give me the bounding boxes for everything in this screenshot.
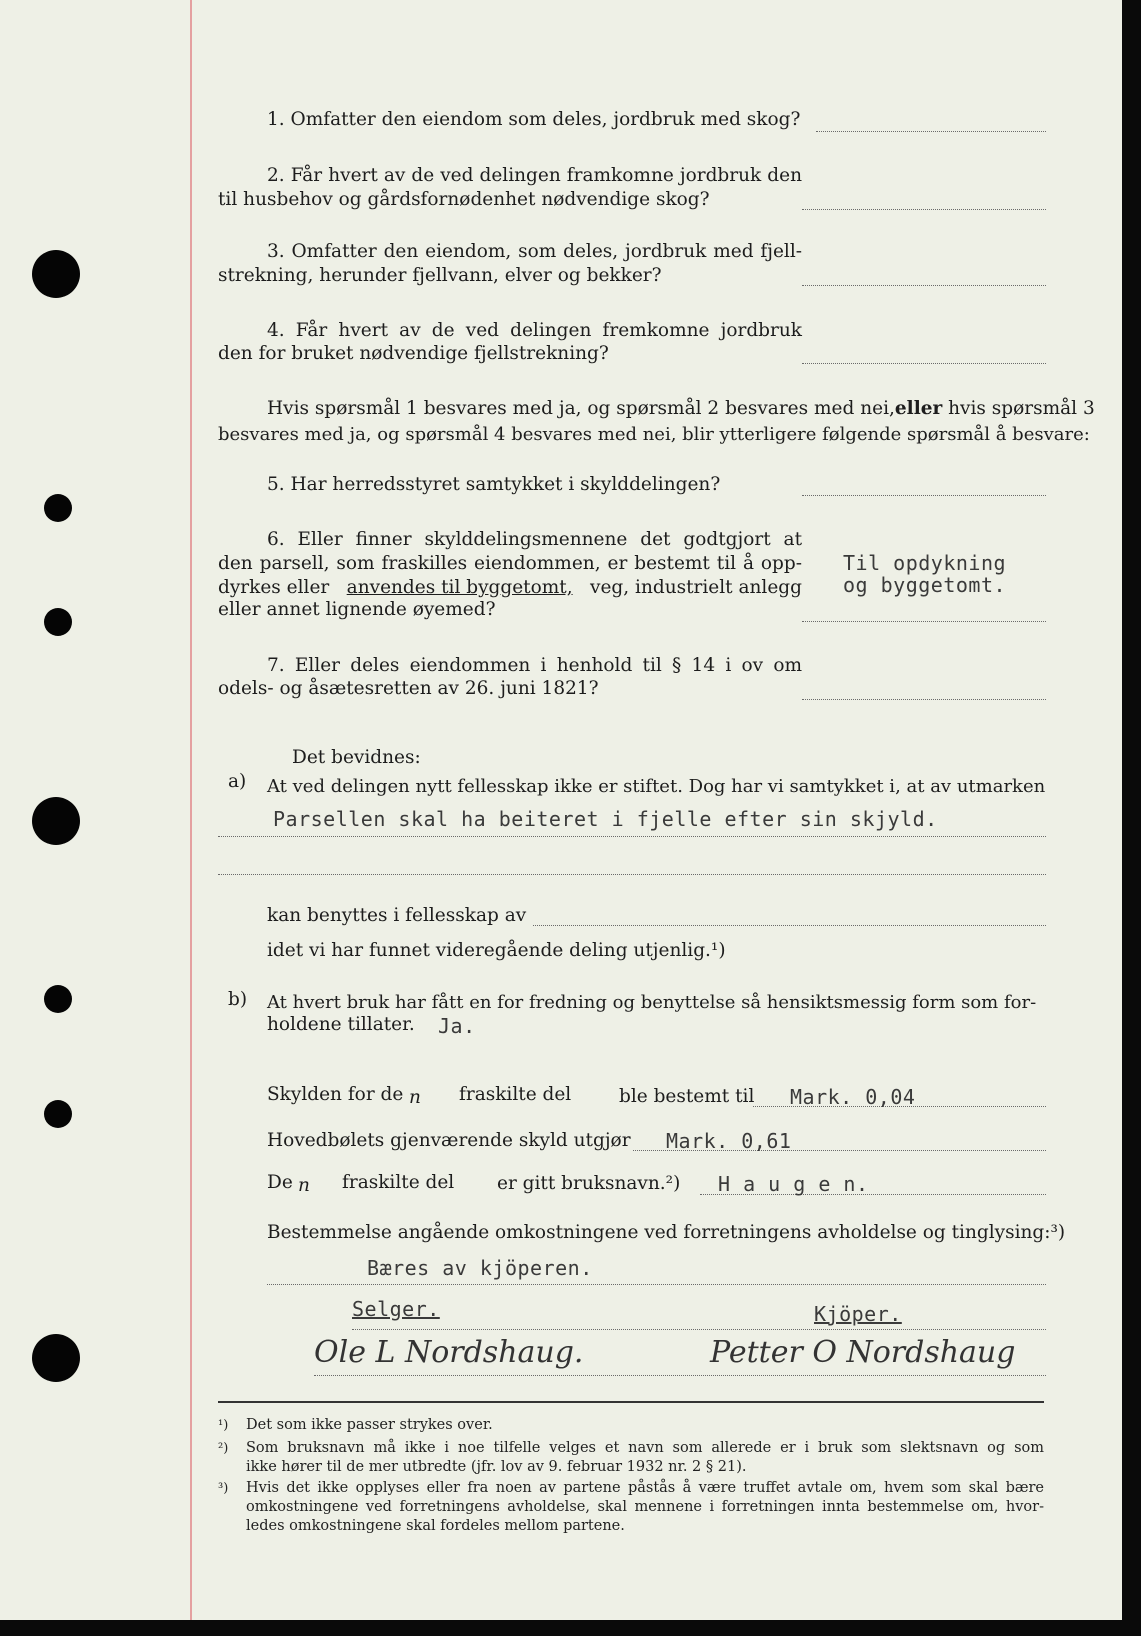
question-3-line2: strekning, herunder fjellvann, elver og bekker? <box>218 265 662 286</box>
conditional-line1a: Hvis spørsmål 1 besvares med ja, og spørsmål 2 besvares med nei, <box>267 398 895 419</box>
footnote-3-line2: omkostningene ved forretningens avholdelse, skal mennene i forretningen innta bestemmelse om, hvor- <box>246 1499 1044 1515</box>
punch-hole <box>32 250 80 298</box>
footnote-2-line2: ikke hører til de mer utbredte (jfr. lov av 9. februar 1932 nr. 2 § 21). <box>246 1459 747 1475</box>
question-2-line2: til husbehov og gårdsfornødenhet nødvendige skog? <box>218 189 710 210</box>
bestemmelse-label: Bestemmelse angående omkostningene ved forretningens avholdelse og tinglysing:³) <box>267 1222 1066 1243</box>
question-6-line3c: veg, industrielt anlegg <box>590 577 802 598</box>
question-2-line1: 2. Får hvert av de ved delingen framkomne jordbruk den <box>267 165 802 186</box>
footnote-3-number: ³) <box>218 1481 229 1496</box>
conditional-line1c: hvis spørsmål 3 <box>948 398 1095 419</box>
footnote-2-number: ²) <box>218 1441 229 1456</box>
question-4-line2: den for bruket nødvendige fjellstrekning? <box>218 343 609 364</box>
bestemmelse-line <box>267 1284 1046 1285</box>
footnote-3-line3: ledes omkostningene skal fordeles mellom partene. <box>246 1518 625 1534</box>
buyer-signature: Petter O Nordshaug <box>710 1335 1016 1370</box>
answer-line-5 <box>802 495 1046 496</box>
question-6-line4: eller annet lignende øyemed? <box>218 599 496 620</box>
navn-label2: fraskilte del <box>342 1172 455 1193</box>
footnote-rule <box>218 1401 1044 1403</box>
bevidnes-a-answer: Parsellen skal ha beiteret i fjelle efter sin skjyld. <box>273 807 938 831</box>
answer-6-line2: og byggetomt. <box>843 573 1007 597</box>
question-6-underlined: anvendes til byggetomt, <box>346 577 573 598</box>
navn-value: H a u g e n. <box>718 1172 869 1196</box>
question-4-line1: 4. Får hvert av de ved delingen fremkomne jordbruk <box>267 320 802 341</box>
answer-line-1 <box>816 131 1046 132</box>
hoved-value: Mark. 0,61 <box>666 1129 792 1153</box>
bevidnes-b-line1: At hvert bruk har fått en for fredning og benyttelse så hensiktsmessig form som for- <box>267 992 1037 1013</box>
utjenlig-text: idet vi har funnet videregående deling utjenlig.¹) <box>267 940 726 961</box>
bevidnes-b-answer: Ja. <box>438 1014 476 1038</box>
punch-hole <box>44 985 72 1013</box>
question-6-line2: den parsell, som fraskilles eiendommen, er bestemt til å opp- <box>218 553 802 574</box>
answer-line-fellesskap <box>533 925 1046 926</box>
parties-line <box>352 1329 1046 1330</box>
answer-line-a1 <box>218 836 1046 837</box>
skyld-label2: fraskilte del <box>459 1084 572 1105</box>
punch-hole <box>44 494 72 522</box>
conditional-eller: eller <box>894 398 943 419</box>
question-6-line1: 6. Eller finner skylddelingsmennene det godtgjort at <box>267 529 802 550</box>
question-7-line2: odels- og åsætesretten av 26. juni 1821? <box>218 678 599 699</box>
answer-line-6 <box>802 621 1046 622</box>
conditional-line1 <box>267 397 1095 421</box>
punch-hole <box>32 797 80 845</box>
footnote-3-line1: Hvis det ikke opplyses eller fra noen av partene påstås å være truffet avtale om, hvem som skal bære <box>246 1480 1044 1496</box>
punch-hole <box>44 1100 72 1128</box>
punch-hole <box>32 1334 80 1382</box>
hoved-label: Hovedbølets gjenværende skyld utgjør <box>267 1130 631 1151</box>
footnote-1-number: ¹) <box>218 1418 229 1433</box>
bevidnes-b-line2: holdene tillater. <box>267 1014 415 1035</box>
bevidnes-a-label: a) <box>228 771 247 792</box>
bevidnes-b-label: b) <box>228 989 248 1010</box>
question-3-line1: 3. Omfatter den eiendom, som deles, jordbruk med fjell- <box>267 241 802 262</box>
seller-label: Selger. <box>352 1297 440 1321</box>
margin-line <box>190 0 192 1620</box>
footnote-1-line: Det som ikke passer strykes over. <box>246 1417 493 1433</box>
skyld-hand-n: n <box>409 1087 421 1108</box>
question-6-line3a: dyrkes eller <box>218 577 330 598</box>
answer-6-line1: Til opdykning <box>843 551 1007 575</box>
seller-signature: Ole L Nordshaug. <box>314 1335 584 1370</box>
signature-line <box>314 1375 1046 1376</box>
answer-line-2 <box>802 209 1046 210</box>
answer-line-3 <box>802 285 1046 286</box>
question-1: 1. Omfatter den eiendom som deles, jordbruk med skog? <box>267 109 801 130</box>
answer-line-7 <box>802 699 1046 700</box>
navn-hand-n: n <box>298 1175 310 1196</box>
punch-hole <box>44 608 72 636</box>
bevidnes-a-text: At ved delingen nytt fellesskap ikke er stiftet. Dog har vi samtykket i, at av utmarken <box>267 776 1046 797</box>
bestemmelse-value: Bæres av kjöperen. <box>367 1256 593 1280</box>
question-5: 5. Har herredsstyret samtykket i skylddelingen? <box>267 474 721 495</box>
skyld-value: Mark. 0,04 <box>790 1085 916 1109</box>
navn-label3: er gitt bruksnavn.²) <box>497 1173 681 1194</box>
question-6-line3 <box>218 576 802 600</box>
footnote-2-line1: Som bruksnavn må ikke i noe tilfelle velges et navn som allerede er i bruk som slektsnavn og som <box>246 1440 1044 1456</box>
skyld-label1: Skylden for de <box>267 1084 404 1105</box>
skyld-label3: ble bestemt til <box>619 1086 755 1107</box>
buyer-label: Kjöper. <box>814 1302 902 1326</box>
navn-label1: De <box>267 1172 293 1193</box>
fellesskap-label: kan benyttes i fellesskap av <box>267 905 527 926</box>
question-7-line1: 7. Eller deles eiendommen i henhold til § 14 i ov om <box>267 655 802 676</box>
answer-line-a2 <box>218 874 1046 875</box>
answer-line-4 <box>802 363 1046 364</box>
bevidnes-heading: Det bevidnes: <box>292 747 421 768</box>
conditional-line2: besvares med ja, og spørsmål 4 besvares med nei, blir ytterligere følgende spørsmål å besvare: <box>218 424 1090 445</box>
